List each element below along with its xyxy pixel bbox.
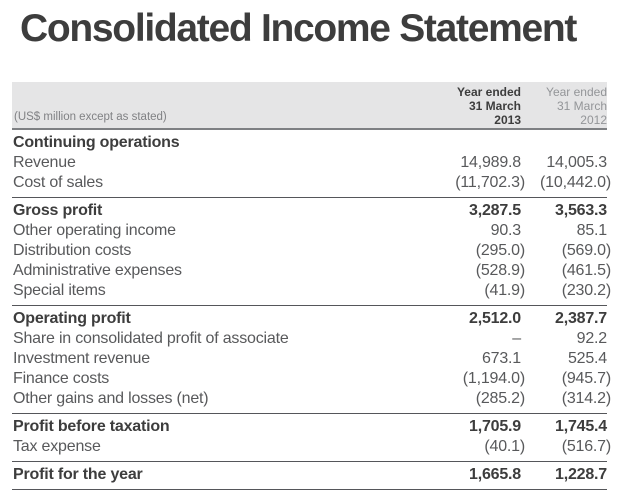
row-label: Special items — [13, 282, 106, 299]
table-row — [12, 201, 607, 221]
row-label: Other gains and losses (net) — [13, 390, 209, 407]
row-label: Profit for the year — [13, 466, 143, 483]
table-row — [12, 173, 611, 193]
value-2013: – — [512, 330, 521, 347]
value-2013: 1,705.9 — [469, 418, 521, 435]
value-2012: (945.7) — [561, 370, 611, 387]
table-section-3 — [12, 414, 611, 462]
value-2013: 1,665.8 — [469, 466, 521, 483]
table-row — [12, 281, 611, 301]
table-row — [12, 153, 607, 173]
value-2012: (516.7) — [561, 438, 611, 455]
page-title: Consolidated Income Statement — [20, 7, 577, 50]
table-row — [12, 465, 607, 485]
table-section-1 — [12, 198, 611, 306]
table-section-0 — [12, 130, 611, 198]
table-section-4 — [12, 462, 607, 490]
column-header-2012 — [521, 82, 607, 128]
value-2013: 14,989.8 — [460, 154, 521, 171]
value-2012: 92.2 — [576, 330, 607, 347]
value-2012: 1,228.7 — [555, 466, 607, 483]
value-2013: 3,287.5 — [469, 202, 521, 219]
column-header-line: 2012 — [580, 113, 607, 127]
row-label: Continuing operations — [13, 134, 180, 151]
table-row — [12, 369, 611, 389]
column-header-line: 31 March — [468, 99, 521, 113]
value-2013: 2,512.0 — [469, 310, 521, 327]
table-row — [12, 417, 607, 437]
value-2012: (461.5) — [561, 262, 611, 279]
value-2013: (295.0) — [475, 242, 525, 259]
table-header — [12, 82, 607, 130]
column-header-line: 2013 — [494, 113, 521, 127]
row-label: Gross profit — [13, 202, 103, 219]
value-2012 — [521, 133, 607, 153]
row-label: Finance costs — [13, 370, 110, 387]
value-2013: (1,194.0) — [462, 370, 525, 387]
column-header-line: Year ended — [456, 85, 521, 99]
income-statement-table — [12, 82, 611, 490]
value-2012: 2,387.7 — [555, 310, 607, 327]
table-row — [12, 261, 611, 281]
value-2013: 90.3 — [490, 222, 521, 239]
value-2012: 14,005.3 — [546, 154, 607, 171]
value-2012: 85.1 — [576, 222, 607, 239]
value-2013: 673.1 — [481, 350, 521, 367]
table-body — [12, 130, 611, 490]
value-2012: 3,563.3 — [555, 202, 607, 219]
value-2013: (11,702.3) — [455, 174, 525, 191]
column-header-2013 — [431, 82, 521, 128]
value-2012: 1,745.4 — [555, 418, 607, 435]
value-2013: (41.9) — [484, 282, 525, 299]
row-label: Cost of sales — [13, 174, 103, 191]
table-row — [12, 437, 611, 457]
value-2013: (528.9) — [475, 262, 525, 279]
column-header-line: 31 March — [556, 99, 607, 113]
row-label: Tax expense — [13, 438, 101, 455]
value-2012: (230.2) — [561, 282, 611, 299]
row-label: Share in consolidated profit of associate — [13, 330, 289, 347]
value-2013 — [431, 133, 521, 153]
row-label: Other operating income — [13, 222, 176, 239]
table-row — [12, 329, 607, 349]
value-2012: (314.2) — [561, 390, 611, 407]
value-2012: 525.4 — [567, 350, 607, 367]
table-row — [12, 221, 607, 241]
row-label: Distribution costs — [13, 242, 132, 259]
row-label: Administrative expenses — [13, 262, 182, 279]
row-label: Revenue — [13, 154, 76, 171]
table-row — [12, 349, 607, 369]
table-section-2 — [12, 306, 611, 414]
row-label: Profit before taxation — [13, 418, 170, 435]
value-2012: (569.0) — [561, 242, 611, 259]
value-2012: (10,442.0) — [540, 174, 611, 191]
table-row — [12, 309, 607, 329]
table-row — [12, 241, 611, 261]
value-2013: (40.1) — [484, 438, 525, 455]
row-label: Investment revenue — [13, 350, 150, 367]
row-label: Operating profit — [13, 310, 131, 327]
value-2013: (285.2) — [475, 390, 525, 407]
table-row — [12, 389, 611, 409]
units-note: (US$ million except as stated) — [14, 111, 167, 123]
table-row — [12, 133, 607, 153]
column-header-line: Year ended — [546, 85, 607, 99]
